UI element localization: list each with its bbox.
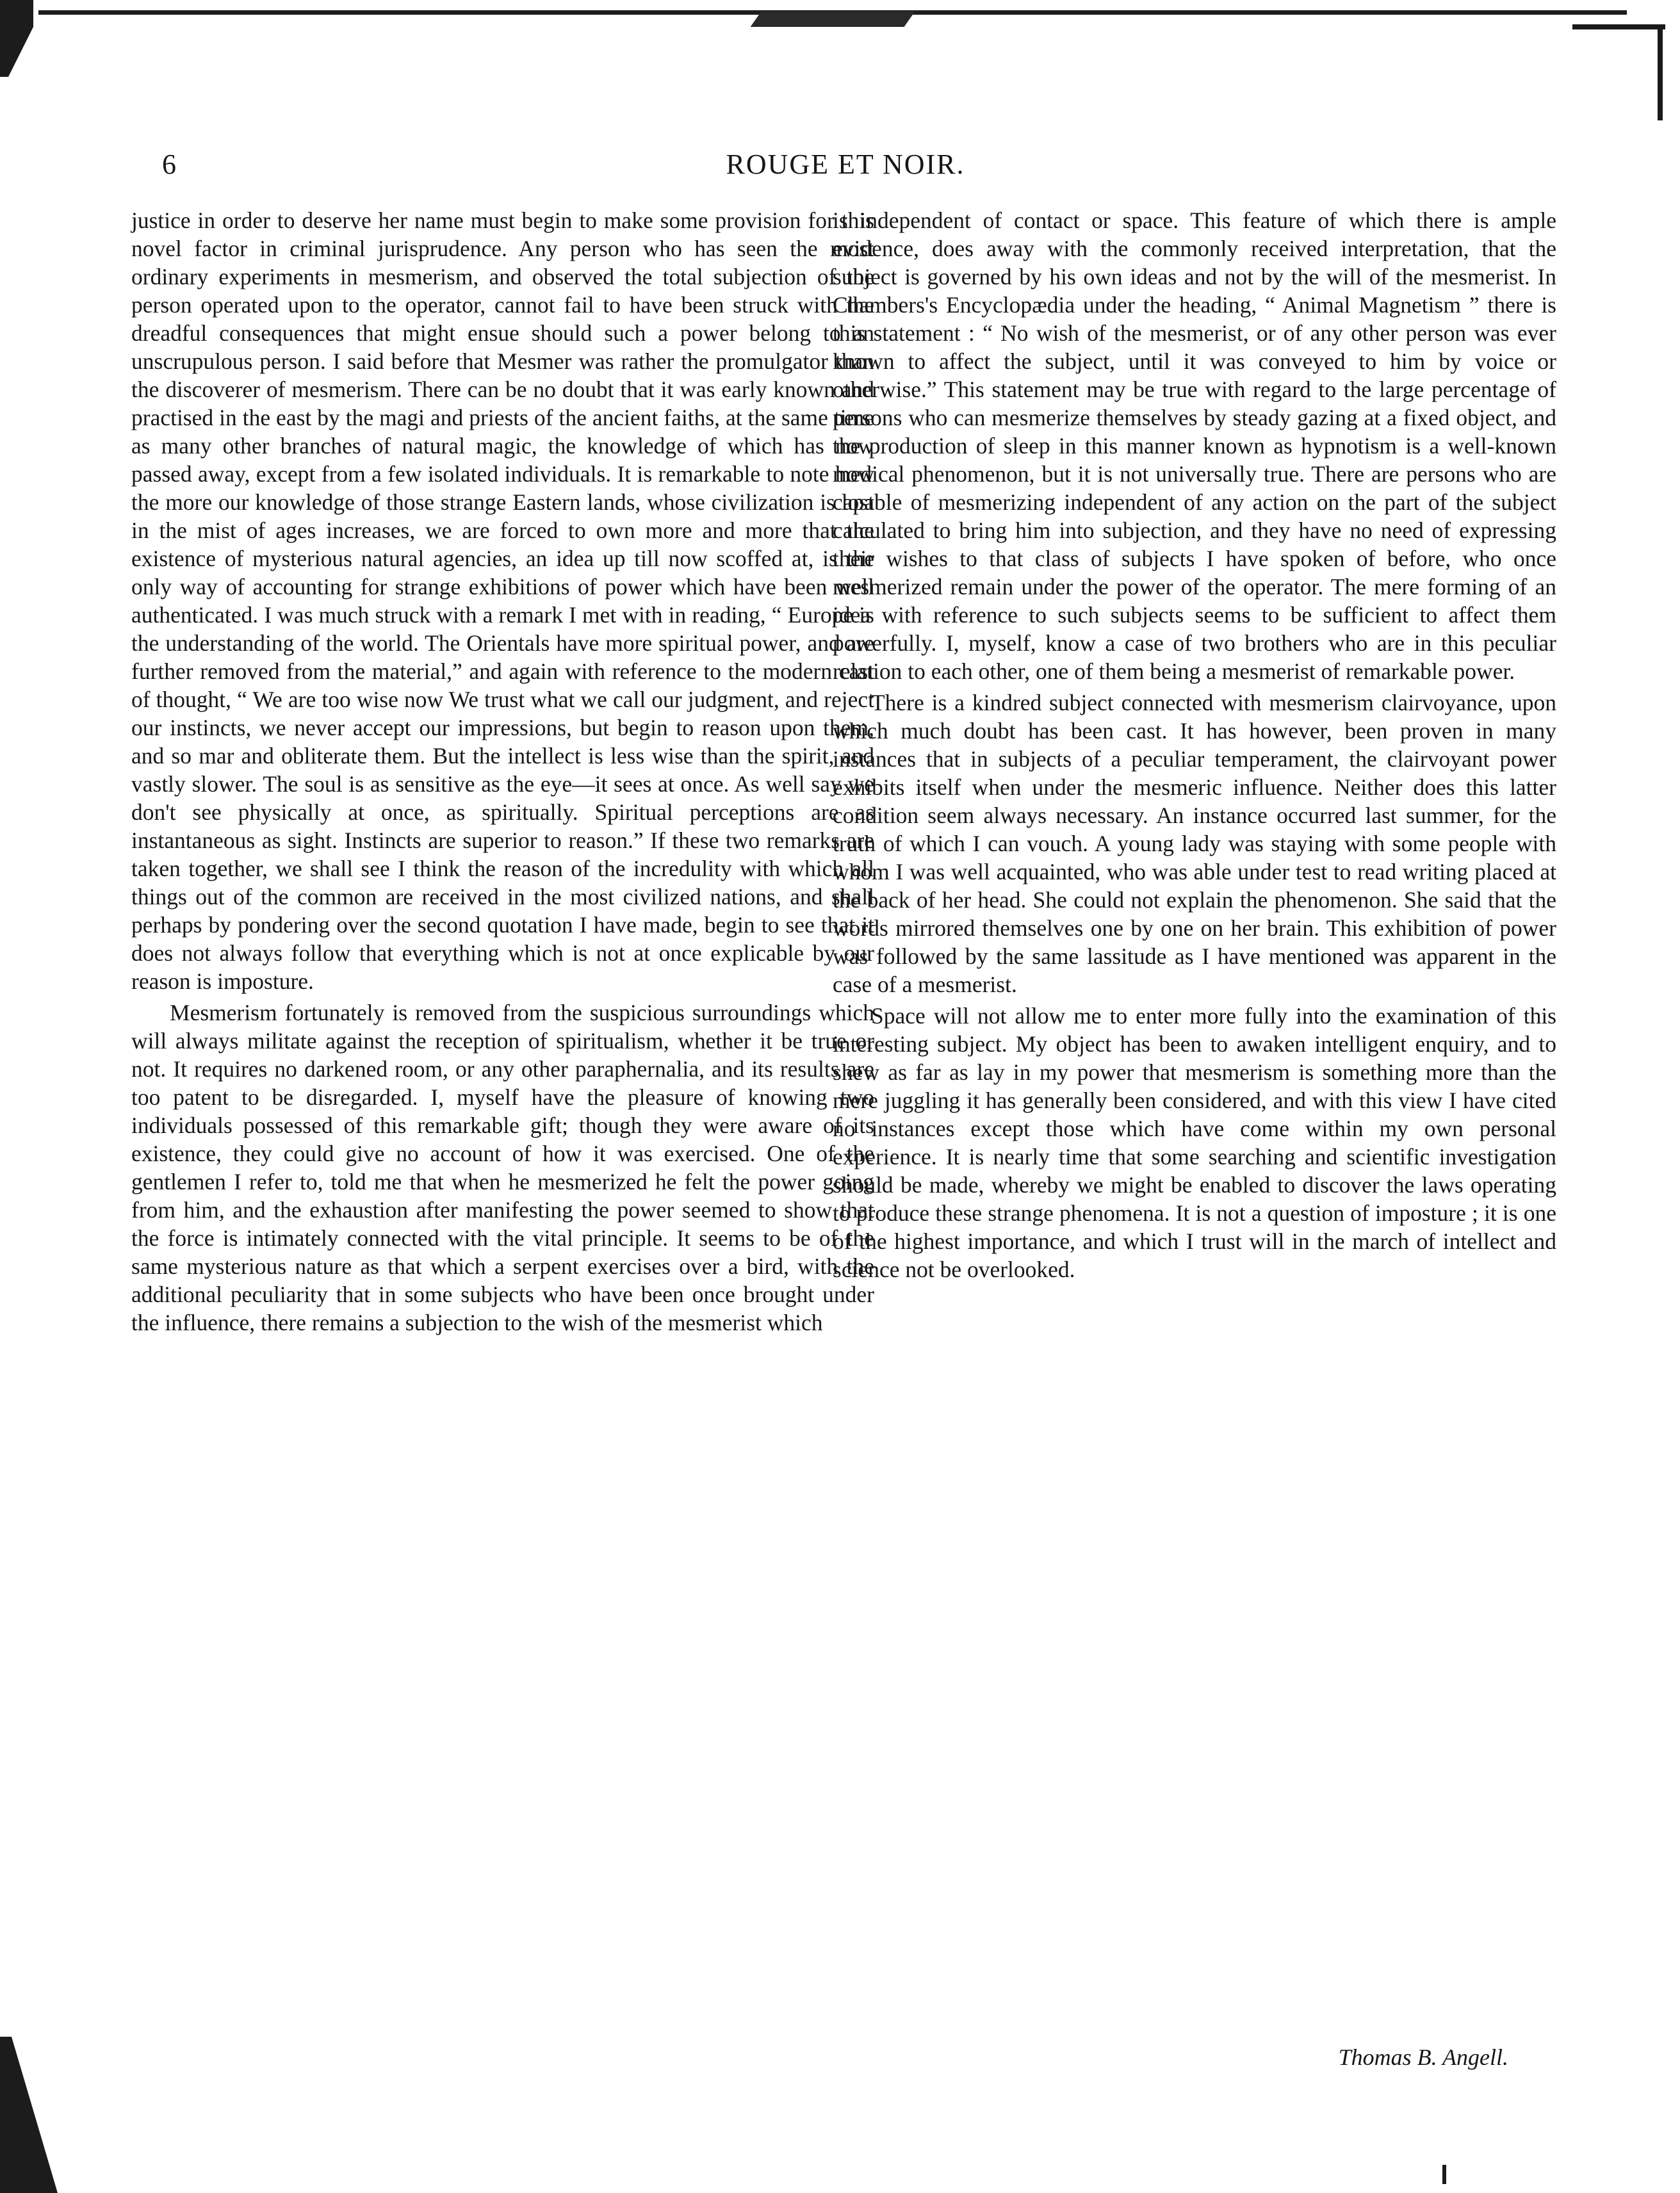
page-header bbox=[0, 142, 1680, 187]
right-paragraph-3: Space will not allow me to enter more fully into the examination of this interesting subject. My object has been to awaken intelligent enquiry, and to shew as far as lay in my power that mesmerism is something more than the mere juggling it has generally been considered, and with this view I have cited no instances except those which have come within my own personal experience. It is nearly time that some searching and scientific investigation should be made, whereby we might be enabled to discover the laws operating to produce these strange phenomena. It is not a question of imposture ; it is one of the highest importance, and which I trust will in the march of intellect and science not be overlooked. bbox=[833, 1003, 1556, 1282]
scan-corner-top-right-edge bbox=[1658, 24, 1663, 120]
right-column bbox=[833, 206, 1556, 1287]
right-paragraph-2: There is a kindred subject connected with mesmerism clairvoyance, upon which much doubt has been cast. It has however, been proven in many instances that in subjects of a peculiar temperament, the clairvoyant power exhibits itself when under the mesmeric influence. Neither does this latter condition seem always necessary. An instance occurred last summer, for the truth of which I can vouch. A young lady was staying with some people with whom I was well acquainted, who was able under test to read writing placed at the back of her head. She could not explain the phenomenon. She said that the words mirrored themselves one by one on her brain. This exhibition of power was followed by the same lassitude as I have mentioned was apparent in the case of a mesmerist. bbox=[833, 690, 1556, 997]
right-paragraph-1: is independent of contact or space. This feature of which there is ample evidence, does away with the commonly received interpretation, that the subject is governed by his own ideas and not by the will of the mesmerist. In Chambers's Encyclopædia under the heading, “ Animal Magnetism ” there is this statement : “ No wish of the mesmerist, or of any other person was ever known to affect the subject, until it was conveyed to him by voice or otherwise.” This statement may be true with regard to the large percentage of persons who can mesmerize themselves by steady gazing at a fixed object, and the production of sleep in this manner known as hypnotism is a well-known medical phenomenon, but it is not universally true. There are persons who are capable of mesmerizing independent of any action on the part of the subject calculated to bring him into subjection, and they have no need of expressing their wishes to that class of subjects I have spoken of before, who once mesmerized remain under the power of the operator. The mere forming of an idea with reference to such subjects seems to be sufficient to affect them powerfully. I, myself, know a case of two brothers who are in this peculiar relation to each other, one of them being a mesmerist of remarkable power. bbox=[833, 208, 1556, 684]
scan-smudge bbox=[751, 12, 915, 27]
scan-foot-mark bbox=[1442, 2165, 1446, 2184]
left-paragraph-2: Mesmerism fortunately is removed from the suspicious surroundings which will always militate against the reception of spiritualism, whether it be true or not. It requires no darkened room, or any other paraphernalia, and its results are too patent to be disregarded. I, myself have the pleasure of knowing two individuals possessed of this remarkable gift; though they were aware of its existence, they could give no account of how it was exercised. One of the gentlemen I refer to, told me that when he mesmerized he felt the power going from him, and the exhaustion after manifesting the power seemed to show that the force is intimately connected with the vital principle. It seems to be of the same mysterious nature as that which a serpent exercises over a bird, with the additional peculiarity that in some subjects who have been once brought under the influence, there remains a subjection to the wish of the mesmerist which bbox=[131, 1000, 874, 1335]
running-head: ROUGE ET NOIR. bbox=[726, 149, 965, 180]
scan-corner-bottom-left bbox=[0, 2037, 58, 2193]
scan-corner-top-right bbox=[1572, 24, 1665, 29]
author-signature: Thomas B. Angell. bbox=[1338, 2044, 1508, 2070]
left-paragraph-1: justice in order to deserve her name must begin to make some provision for this novel factor in criminal jurisprudence. Any person who has seen the most ordinary experiments in mesmerism, and observed the total subjection of the person operated upon to the operator, cannot fail to have been struck with the dreadful consequences that might ensue should such a power belong to an unscrupulous person. I said before that Mesmer was rather the promulgator than the discoverer of mesmerism. There can be no doubt that it was early known and practised in the east by the magi and priests of the ancient faiths, at the same time as many other branches of natural magic, the knowledge of which has now passed away, except from a few isolated individuals. It is remarkable to note how the more our knowledge of those strange Eastern lands, whose civilization is lost in the mist of ages increases, we are forced to own more and more that the existence of mysterious natural agencies, an idea up till now scoffed at, is the only way of accounting for strange exhibitions of power which have been well authenticated. I was much struck with a remark I met with in reading, “ Europe is the understanding of the world. The Orientals have more spiritual power, and are further removed from the material,” and again with reference to the modern cast of thought, “ We are too wise now We trust what we call our judgment, and reject our instincts, we never accept our impressions, but begin to reason upon them, and so mar and obliterate them. But the intellect is less wise than the spirit, and vastly slower. The soul is as sensitive as the eye—it sees at once. As well say we don't see physically at once, as spiritually. Spiritual perceptions are as instantaneous as sight. Instincts are superior to reason.” If these two remarks are taken together, we shall see I think the reason of the incredulity with which all things out of the common are received in the most civilized nations, and shall perhaps by pondering over the second quotation I have made, begin to see that it does not always follow that everything which is not at once explicable by our reason is imposture. bbox=[131, 208, 874, 994]
left-column bbox=[131, 206, 874, 1340]
scan-corner-top-left bbox=[0, 0, 33, 77]
page-number: 6 bbox=[162, 149, 176, 180]
